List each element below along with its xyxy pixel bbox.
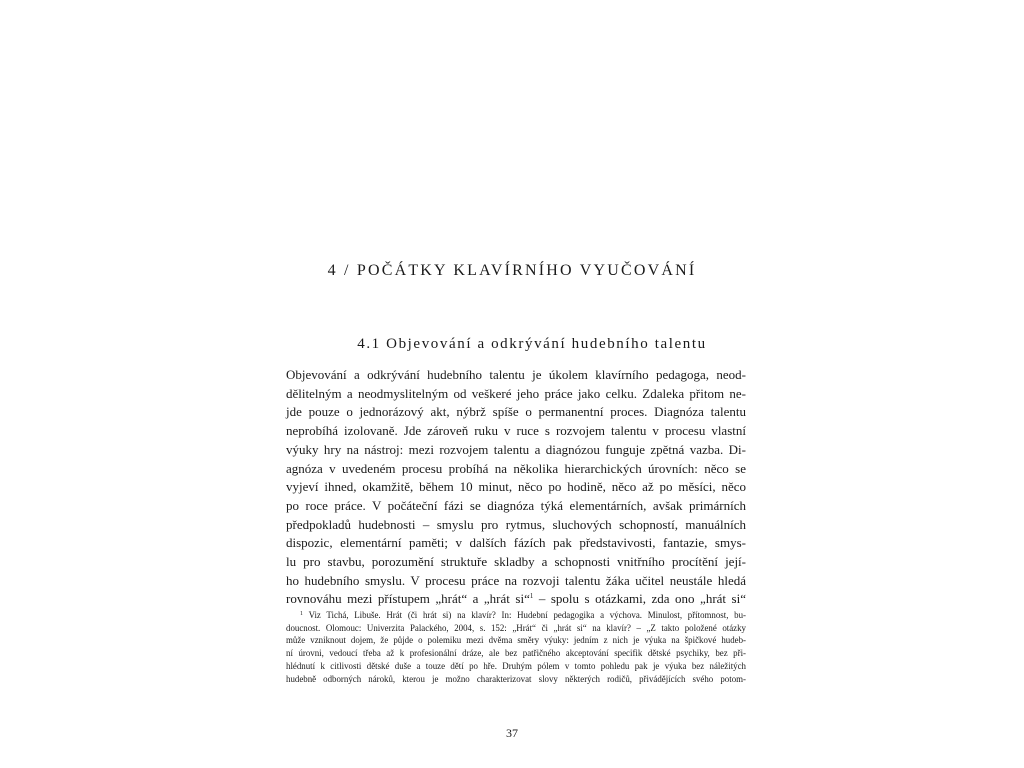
footnote-line: hlédnutí k citlivosti dětské duše a touze dětí po hře. Druhým pólem v tomto pohledu pak je výuka bez náležitých xyxy=(286,660,746,671)
body-line: předpokladů hudebnosti – smyslu pro rytmus, sluchových schopností, manuálních xyxy=(286,516,746,532)
page-number: 37 xyxy=(506,726,518,740)
footnote-line: ní úrovni, vedoucí třeba až k profesionální dráze, ale bez patřičného akceptování specifik dětské psychiky, bez při- xyxy=(286,648,746,659)
footnote-line xyxy=(286,609,746,622)
body-paragraph xyxy=(286,366,746,609)
footnote-reference: 1 xyxy=(529,592,534,601)
body-line-last-end: – spolu s otázkami, zda ono „hrát si“ xyxy=(533,591,746,607)
body-line-last-start: rovnováhu mezi přístupem „hrát“ a „hrát si“ xyxy=(286,591,530,607)
body-line: agnóza v uvedeném procesu probíhá na několika hierarchických úrovních: něco se xyxy=(286,460,746,476)
chapter-title: 4 / POČÁTKY KLAVÍRNÍHO VYUČOVÁNÍ xyxy=(327,262,697,279)
body-line: Objevování a odkrývání hudebního talentu je úkolem klavírního pedagoga, neod- xyxy=(286,367,746,382)
body-line: po roce práce. V počáteční fázi se diagnóza týká elementárních, avšak primárních xyxy=(286,497,746,513)
body-line: lu pro stavbu, porozumění struktuře skladby a schopnosti vnitřního procítění její- xyxy=(286,554,746,570)
footnote-marker: 1 xyxy=(300,611,303,617)
footnote-line: hudebně odborných nároků, kterou je možno charakterizovat slovy některých rodičů, přivádějících svého potom- xyxy=(286,673,746,684)
body-line-last xyxy=(286,590,746,609)
footnote-line: doucnost. Olomouc: Univerzita Palackého, 2004, s. 152: „Hrát“ či „hrát si“ na klavír? – „Z takto položené otázky xyxy=(286,622,746,633)
body-line: vyjeví ihned, okamžitě, během 10 minut, něco po hodině, něco až po měsíci, něco xyxy=(286,479,746,495)
section-title: 4.1 Objevování a odkrývání hudebního talentu xyxy=(357,336,707,352)
body-line: jde pouze o jednorázový akt, nýbrž spíše o permanentní proces. Diagnóza talentu xyxy=(286,404,746,420)
body-line: neprobíhá izolovaně. Jde zároveň ruku v ruce s rozvojem talentu v procesu vlastní xyxy=(286,423,746,439)
body-line: dělitelným a neodmyslitelným od veškeré jeho práce jako celku. Zdaleka přitom ne- xyxy=(286,385,746,401)
footnote-first-line-text: Viz Tichá, Libuše. Hrát (či hrát si) na klavír? In: Hudební pedagogika a výchova. Minulost, přítomnost, bu- xyxy=(308,610,746,620)
footnote-line: může vzniknout dojem, že půjde o polemiku mezi dvěma směry výuky: jedním z nich je výuka na špičkové hudeb- xyxy=(286,635,746,646)
body-line: ho hudebního smyslu. V procesu práce na rozvoji talentu žáka učitel neustále hledá xyxy=(286,572,746,588)
body-line: výuky hry na nástroj: mezi rozvojem talentu a diagnózou funguje zpětná vazba. Di- xyxy=(286,441,746,457)
body-line: dispozic, elementární paměti; v dalších fázích pak představivosti, fantazie, smys- xyxy=(286,535,746,551)
footnote xyxy=(286,609,746,685)
